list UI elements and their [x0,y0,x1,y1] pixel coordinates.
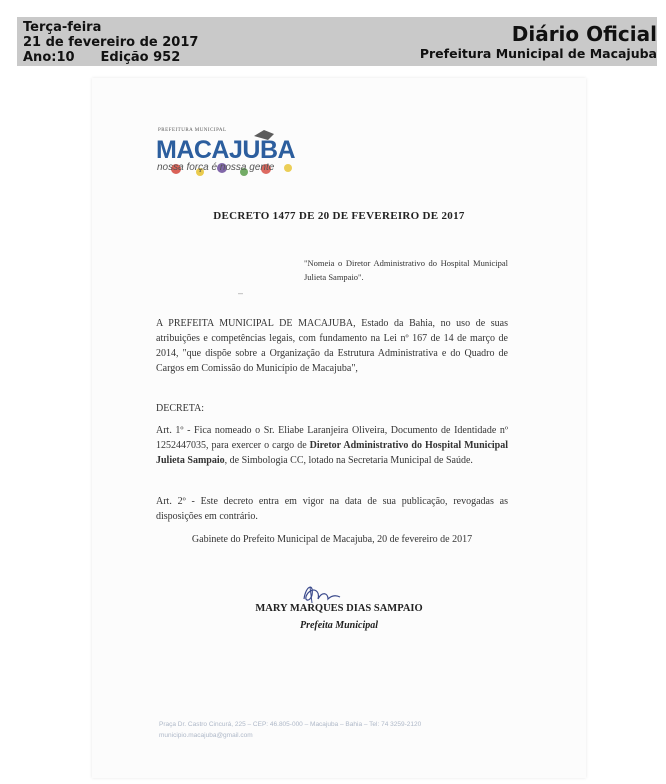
gazette-masthead [420,22,657,61]
article-1-text-a: Art. 1º - Fica nomeado o Sr. Eliabe Laranjeira Oliveira, Documento de Identidade nº 1252447035, para exercer o cargo de [156,425,508,451]
edition-label: Edição 952 [100,50,181,65]
decree-ementa: "Nomeia o Diretor Administrativo do Hospital Municipal Julieta Sampaio". [304,258,508,282]
logo-wordmark: MACAJUBA [156,136,296,164]
gazette-title: Diário Oficial [511,22,657,46]
scan-mark: – [238,288,244,298]
year-edition [23,50,198,65]
logo-prefix: PREFEITURA MUNICIPAL [158,128,227,133]
signer-role: Prefeita Municipal [299,620,379,631]
macajuba-logo [156,126,306,186]
article-1-position: Diretor Administrativo do Hospital Municipal Julieta Sampaio [156,440,509,466]
place-and-date: Gabinete do Prefeito Municipal de Macajuba, 20 de fevereiro de 2017 [191,534,473,545]
gazette-subtitle: Prefeitura Municipal de Macajuba [419,46,657,61]
logo-slogan: nossa força é nossa gente [157,162,275,173]
footer-email: municipio.macajuba@gmail.com [159,732,253,739]
article-1-text-b: , de Simbologia CC, lotado na Secretaria Municipal de Saúde. [224,455,473,466]
article-1 [156,423,508,468]
article-2: Art. 2º - Este decreto entra em vigor na data de sua publicação, revogadas as disposições em contrário. [156,496,508,522]
footer-address: Praça Dr. Castro Cincurá, 225 – CEP: 46.805-000 – Macajuba – Bahia – Tel: 74 3259-2120 [159,721,422,728]
letterhead-footer [159,719,421,741]
issue-date: 21 de fevereiro de 2017 [23,35,199,50]
weekday: Terça-feira [23,20,102,35]
gazette-header [17,17,657,66]
decree-preamble: A PREFEITA MUNICIPAL DE MACAJUBA, Estado da Bahia, no uso de suas atribuições e competências legais, com fundamento na Lei nº 167 de 14 de março de 2014, "que dispõe sobre a Organização da Estrutura Administrativa e do Quadro de Cargos em Comissão do Município de Macajuba", [156,318,508,374]
decree-title: DECRETO 1477 DE 20 DE FEVEREIRO DE 2017 [213,210,465,222]
signer-name: MARY MARQUES DIAS SAMPAIO [255,603,423,614]
scanned-document-page [92,78,586,778]
year-label: Ano:10 [23,50,75,65]
issue-info [23,20,198,65]
decreta-heading: DECRETA: [156,403,205,414]
